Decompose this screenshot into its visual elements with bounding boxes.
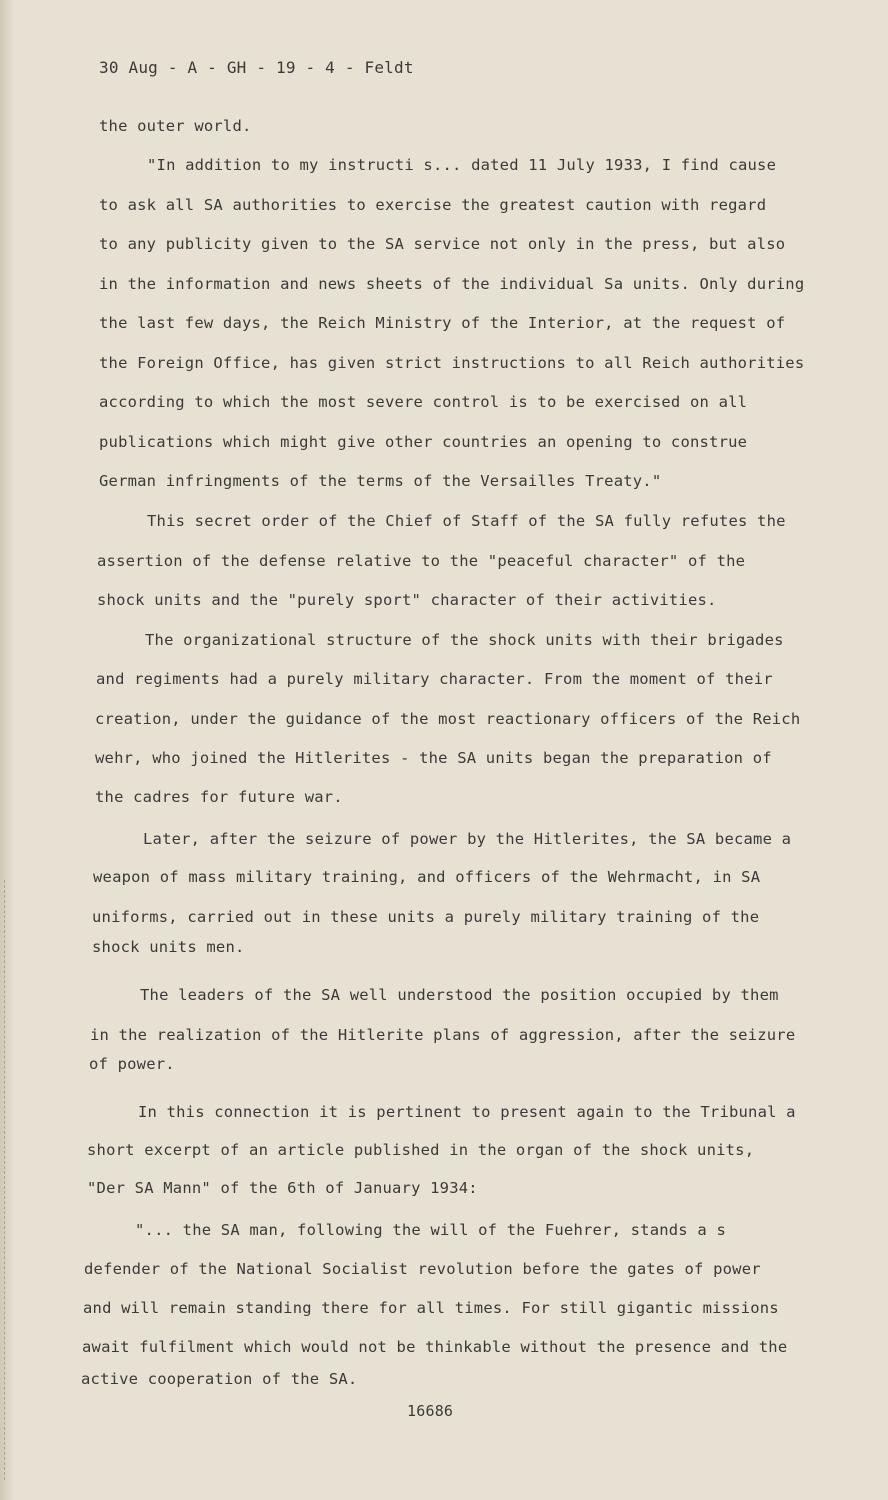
text-line: creation, under the guidance of the most reactionary officers of the Reich bbox=[95, 710, 801, 728]
text-line: in the information and news sheets of the individual Sa units. Only during bbox=[99, 275, 805, 293]
text-line: In this connection it is pertinent to present again to the Tribunal a bbox=[138, 1103, 796, 1121]
text-line: The leaders of the SA well understood the position occupied by them bbox=[140, 986, 779, 1004]
text-line: the cadres for future war. bbox=[95, 788, 343, 806]
text-line: short excerpt of an article published in the organ of the shock units, bbox=[87, 1141, 755, 1159]
text-line: "In addition to my instructi s... dated 11 July 1933, I find cause bbox=[147, 156, 777, 174]
text-line: of power. bbox=[89, 1055, 175, 1073]
text-line: assertion of the defense relative to the "peaceful character" of the bbox=[97, 552, 746, 570]
binding-stitch bbox=[4, 880, 15, 1480]
text-line: active cooperation of the SA. bbox=[81, 1370, 358, 1388]
page-header: 30 Aug - A - GH - 19 - 4 - Feldt bbox=[99, 58, 414, 77]
text-line: to any publicity given to the SA service not only in the press, but also bbox=[99, 235, 786, 253]
text-line: and regiments had a purely military character. From the moment of their bbox=[96, 670, 773, 688]
text-line: await fulfilment which would not be thinkable without the presence and the bbox=[82, 1338, 788, 1356]
text-line: the Foreign Office, has given strict instructions to all Reich authorities bbox=[99, 354, 805, 372]
text-line: weapon of mass military training, and officers of the Wehrmacht, in SA bbox=[93, 868, 761, 886]
text-line: uniforms, carried out in these units a purely military training of the bbox=[92, 908, 760, 926]
text-line: This secret order of the Chief of Staff of the SA fully refutes the bbox=[147, 512, 786, 530]
text-line: the last few days, the Reich Ministry of the Interior, at the request of bbox=[99, 314, 786, 332]
text-line: according to which the most severe control is to be exercised on all bbox=[99, 393, 748, 411]
text-line: publications which might give other countries an opening to construe bbox=[99, 433, 748, 451]
text-line: shock units men. bbox=[92, 938, 245, 956]
text-line: and will remain standing there for all times. For still gigantic missions bbox=[83, 1299, 779, 1317]
text-line: German infringments of the terms of the Versailles Treaty." bbox=[99, 472, 662, 490]
text-line: in the realization of the Hitlerite plans of aggression, after the seizure bbox=[90, 1026, 796, 1044]
text-line: to ask all SA authorities to exercise the greatest caution with regard bbox=[99, 196, 767, 214]
text-line: wehr, who joined the Hitlerites - the SA units began the preparation of bbox=[95, 749, 772, 767]
text-line: shock units and the "purely sport" character of their activities. bbox=[97, 591, 717, 609]
text-line: Later, after the seizure of power by the Hitlerites, the SA became a bbox=[143, 830, 792, 848]
page-number: 16686 bbox=[407, 1402, 454, 1420]
text-line: the outer world. bbox=[99, 117, 252, 135]
text-line: "... the SA man, following the will of the Fuehrer, stands a s bbox=[135, 1221, 726, 1239]
text-line: defender of the National Socialist revolution before the gates of power bbox=[84, 1260, 761, 1278]
text-line: The organizational structure of the shock units with their brigades bbox=[145, 631, 784, 649]
text-line: "Der SA Mann" of the 6th of January 1934: bbox=[87, 1179, 478, 1197]
